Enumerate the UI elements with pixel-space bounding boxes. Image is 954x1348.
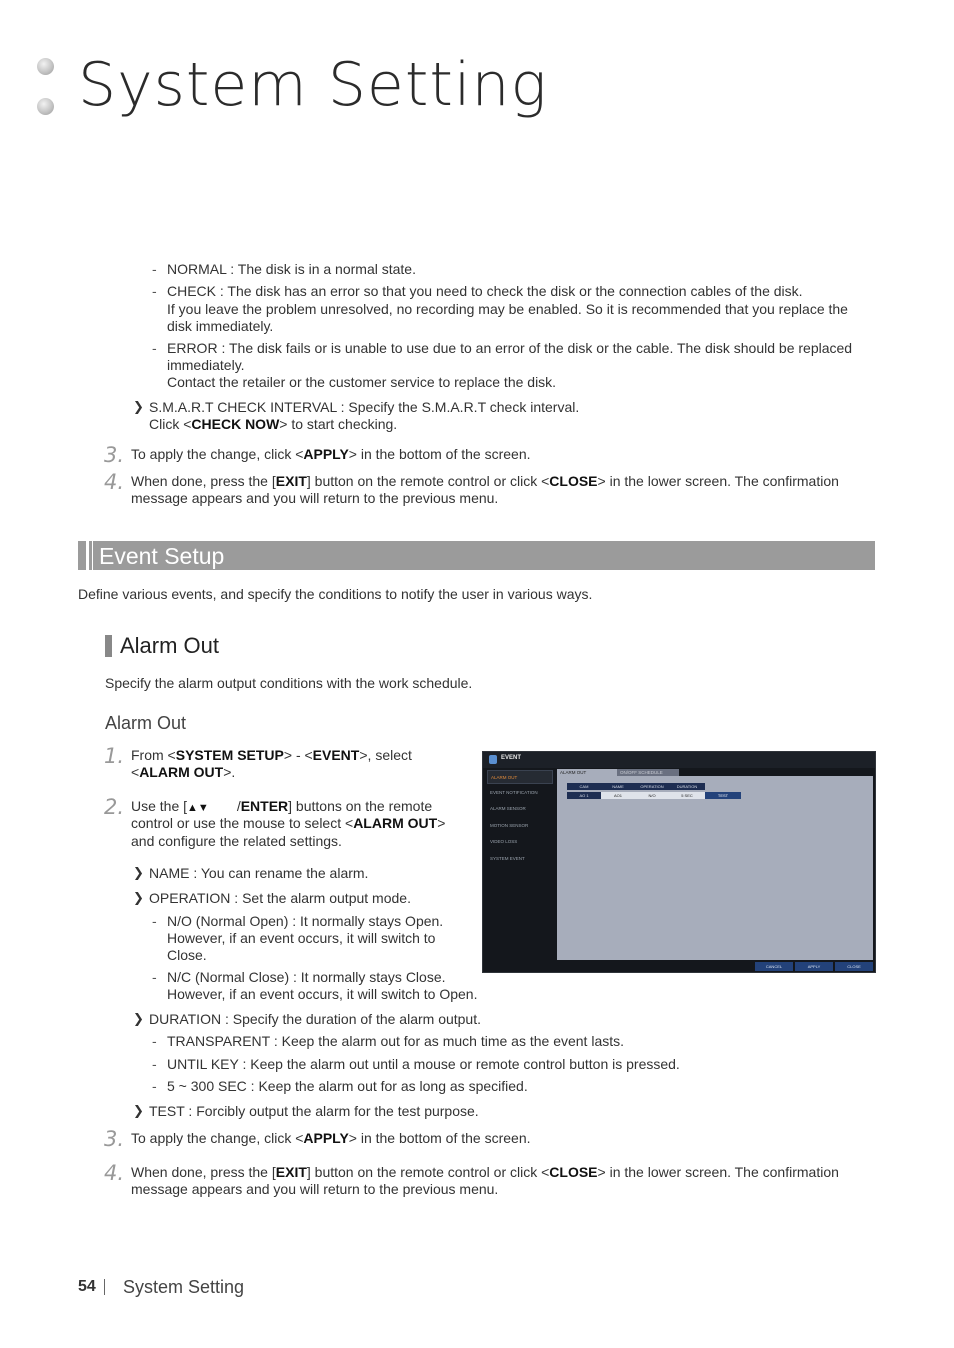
bullet-no-1: N/O (Normal Open) : It normally stays Open. <box>167 913 444 929</box>
step2-text-2: control or use the mouse to select <ALARM OUT> <box>131 815 446 831</box>
disk-normal-text: NORMAL : The disk is in a normal state. <box>167 261 416 277</box>
chevron-right-icon: ❯ <box>133 1011 144 1026</box>
close-button[interactable]: CLOSE <box>835 962 873 971</box>
disk-check-text-3: disk immediately. <box>167 318 274 334</box>
menu-item-alarm-out[interactable]: ALARM OUT <box>487 770 553 784</box>
list-dash: - <box>152 1078 157 1094</box>
page-title: System Setting <box>78 50 548 120</box>
event-icon <box>489 755 497 764</box>
smart-check-now-text: Click <CHECK NOW> to start checking. <box>149 416 398 432</box>
event-setup-screenshot <box>482 751 876 973</box>
bullet-operation: OPERATION : Set the alarm output mode. <box>149 890 411 906</box>
list-dash: - <box>152 1056 157 1072</box>
step-apply-text: To apply the change, click <APPLY> in the bottom of the screen. <box>131 1130 531 1146</box>
col-header-duration: DURATION <box>669 783 705 790</box>
subsection-title: Alarm Out <box>120 633 220 658</box>
apply-button[interactable]: APPLY <box>795 962 833 971</box>
list-dash: - <box>152 283 157 299</box>
list-dash: - <box>152 261 157 277</box>
disk-error-text-1: ERROR : The disk fails or is unable to use due to an error of the disk or the cable. The disk should be replaced <box>167 340 853 356</box>
cell-cam: AO 1 <box>567 792 601 799</box>
menu-item-motion-sensor[interactable]: MOTION SENSOR <box>490 823 529 828</box>
step-number: 3. <box>104 1127 125 1151</box>
step1-text-1: From <SYSTEM SETUP> - <EVENT>, select <box>131 747 412 763</box>
list-dash: - <box>152 969 157 985</box>
section-heading-bar <box>78 541 875 570</box>
chevron-right-icon: ❯ <box>133 399 144 414</box>
bullet-nc-2: However, if an event occurs, it will switch to Open. <box>167 986 478 1002</box>
screenshot-title: EVENT <box>501 755 522 761</box>
tab-on-off-schedule[interactable]: ON/OFF SCHEDULE <box>617 769 679 777</box>
disk-check-text-2: If you leave the problem unresolved, no recording may be enabled. So it is recommended that you replace the <box>167 301 848 317</box>
disk-error-text-2: immediately. <box>167 357 245 373</box>
footer-divider <box>104 1279 105 1295</box>
bullet-no-2: However, if an event occurs, it will switch to <box>167 930 436 946</box>
bullet-name: NAME : You can rename the alarm. <box>149 865 369 881</box>
section-description: Define various events, and specify the conditions to notify the user in various ways. <box>78 586 593 602</box>
step-number: 4. <box>104 470 125 494</box>
bullet-duration: DURATION : Specify the duration of the alarm output. <box>149 1011 482 1027</box>
smart-interval-text: S.M.A.R.T CHECK INTERVAL : Specify the S.M.A.R.T check interval. <box>149 399 580 415</box>
step2-text-3: and configure the related settings. <box>131 833 342 849</box>
bullet-seconds: 5 ~ 300 SEC : Keep the alarm out for as long as specified. <box>167 1078 528 1094</box>
cell-duration-select[interactable]: 5 SEC <box>669 792 705 799</box>
chevron-right-icon: ❯ <box>133 890 144 905</box>
section-title: Event Setup <box>99 543 225 569</box>
menu-item-video-loss[interactable]: VIDEO LOSS <box>490 839 518 844</box>
disk-check-text-1: CHECK : The disk has an error so that you need to check the disk or the connection cables of the disk. <box>167 283 803 299</box>
step-exit-text: When done, press the [EXIT] button on the remote control or click <CLOSE> in the lower screen. The confirmation <box>131 1164 839 1180</box>
footer-section-name: System Setting <box>123 1277 245 1297</box>
bullet-no-3: Close. <box>167 947 207 963</box>
col-header-operation: OPERATION <box>635 783 669 790</box>
settings-panel <box>557 776 873 960</box>
step-apply-text: To apply the change, click <APPLY> in the bottom of the screen. <box>131 446 531 462</box>
disk-error-text-3: Contact the retailer or the customer service to replace the disk. <box>167 374 557 390</box>
header-bullet-icon-top <box>37 58 54 75</box>
step1-text-2: <ALARM OUT>. <box>131 764 236 780</box>
procedure-title: Alarm Out <box>105 713 187 733</box>
list-dash: - <box>152 340 157 356</box>
menu-item-alarm-sensor[interactable]: ALARM SENSOR <box>490 806 526 811</box>
step-exit-text: When done, press the [EXIT] button on the remote control or click <CLOSE> in the lower screen. The confirmation <box>131 473 839 489</box>
bullet-until-key: UNTIL KEY : Keep the alarm out until a mouse or remote control button is pressed. <box>167 1056 680 1072</box>
chevron-right-icon: ❯ <box>133 865 144 880</box>
col-header-name: NAME <box>601 783 635 790</box>
step-number: 2. <box>104 795 125 819</box>
cell-name-input[interactable]: AO1 <box>601 792 635 799</box>
step-exit-text-2: message appears and you will return to the previous menu. <box>131 490 499 506</box>
menu-item-event-notification[interactable]: EVENT NOTIFICATION <box>490 790 538 795</box>
menu-item-system-event[interactable]: SYSTEM EVENT <box>490 856 525 861</box>
chevron-right-icon: ❯ <box>133 1103 144 1118</box>
cancel-button[interactable]: CANCEL <box>755 962 793 971</box>
header-bullet-icon-bottom <box>37 98 54 115</box>
cell-operation-select[interactable]: N/O <box>635 792 669 799</box>
step-exit-text-2: message appears and you will return to the previous menu. <box>131 1181 499 1197</box>
list-dash: - <box>152 913 157 929</box>
page-number: 54 <box>78 1278 96 1295</box>
step-number: 3. <box>104 443 125 467</box>
bullet-test: TEST : Forcibly output the alarm for the test purpose. <box>149 1103 479 1119</box>
step-number: 1. <box>104 744 125 768</box>
bullet-nc-1: N/C (Normal Close) : It normally stays Close. <box>167 969 446 985</box>
col-header-cam: CAM <box>567 783 601 790</box>
step-number: 4. <box>104 1161 125 1185</box>
subsection-description: Specify the alarm output conditions with the work schedule. <box>105 675 473 691</box>
bullet-transparent: TRANSPARENT : Keep the alarm out for as much time as the event lasts. <box>167 1033 625 1049</box>
list-dash: - <box>152 1033 157 1049</box>
tab-alarm-out[interactable]: ALARM OUT <box>557 769 617 777</box>
screenshot-title-bar <box>483 752 875 768</box>
test-button[interactable]: TEST <box>705 792 741 799</box>
subsection-marker <box>105 635 112 657</box>
step2-text-1: Use the [▲▼ /ENTER] buttons on the remote <box>131 798 433 814</box>
